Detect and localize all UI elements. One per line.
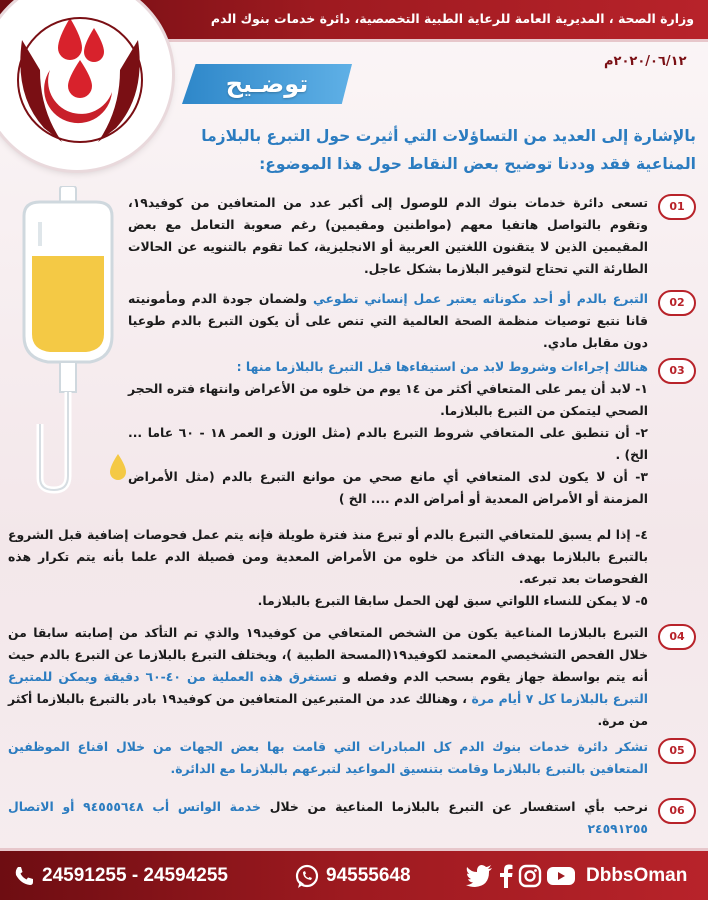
- whatsapp-icon: [294, 864, 320, 890]
- facebook-icon[interactable]: [498, 864, 514, 888]
- item-text-rest: ولضمان جودة الدم ومأمونيته قانا نتبع توصيات منظمة الصحة العالمية التي تنص على أن يكون التبرع بالدم طوعيا دون مقابل مادي.: [128, 291, 648, 350]
- item-text-part1: التبرع بالبلازما المناعية يكون من الشخص المتعافي من كوفيد١٩ والذي تم التأكد من إصابته سابقا من خلال الفحص التشخيصي المعتمد لكوفيد١٩(المسحة الطبية )، ويختلف التبرع بالبلازما عن التبرع بالدم حيث أنه يتم بواسطة جهاز يقوم بسحب الدم وفصله و: [8, 625, 648, 684]
- list-item: [6, 288, 696, 350]
- item-highlight: تستغرق هذه العملية من ٤٠-٦٠ دقيقة ويمكن للمتبرع التبرع بالبلازما كل ٧ أيام مرة: [8, 669, 648, 706]
- footer-handle: DbbsOman: [586, 865, 688, 886]
- item-body: [128, 356, 648, 510]
- logo: [0, 0, 172, 170]
- footer-phones: 24591255 - 24594255: [42, 865, 228, 886]
- item-body-wide: [8, 524, 648, 612]
- item-text-part2: ، وهنالك عدد من المتبرعين المتعافين من كوفيد١٩ بادر بالتبرع بالبلازما أكثر من مرة.: [8, 691, 648, 728]
- item-text: [128, 288, 648, 354]
- item-number-badge: 05: [658, 738, 696, 764]
- list-item: [6, 356, 696, 616]
- list-item: [6, 622, 696, 732]
- item-number-badge: 03: [658, 358, 696, 384]
- page-title: توضـيح: [225, 70, 309, 98]
- item-number-badge: 01: [658, 194, 696, 220]
- item-text-part1: نرحب بأي استفسار عن التبرع بالبلازما المناعية من خلال: [260, 799, 648, 814]
- item-number-badge: 04: [658, 624, 696, 650]
- condition-4: ٤- إذا لم يسبق للمتعافي التبرع بالدم أو تبرع منذ فترة طويلة فإنه يتم عمل فحوصات إضافية قبل الشروع بالتبرع بالبلازما بهدف التأكد من خلوه من الأمراض المعدية ومن فصيلة الدم علما بأنه يتم تكرار هذه الفحوصات بعد تبرعه.: [8, 527, 648, 586]
- list-item: [6, 192, 696, 282]
- instagram-icon[interactable]: [518, 864, 542, 888]
- youtube-icon[interactable]: [546, 864, 576, 888]
- footer: [0, 848, 708, 900]
- condition-5: ٥- لا يمكن للنساء اللواتي سبق لهن الحمل سابقا التبرع بالبلازما.: [257, 593, 648, 608]
- item-text: تسعى دائرة خدمات بنوك الدم للوصول إلى أكبر عدد من المتعافين من كوفيد١٩، وتقوم بالتواصل هاتفيا معهم (مواطنين ومقيمين) رغم صعوبة التعامل مع بعض المقيمين الذين لا يتقنون اللغتين العربية أو الانجليزية، كما تقوم بالتنويه عن الحالات الطارئة التي تحتاج لتوفير البلازما بشكل عاجل.: [128, 195, 648, 276]
- list-item: [6, 736, 696, 784]
- item-highlight: هنالك إجراءات وشروط لابد من استيفاءها قبل التبرع بالبلازما منها :: [236, 359, 648, 374]
- blood-bank-logo-icon: [0, 0, 160, 160]
- date: ٢٠٢٠/٠٦/١٢م: [604, 54, 687, 69]
- twitter-icon[interactable]: [466, 864, 494, 888]
- item-number-badge: 02: [658, 290, 696, 316]
- item-highlight: تشكر دائرة خدمات بنوك الدم كل المبادرات التي قامت بها بعض الجهات من خلال اقناع الموظفين المتعافين بالتبرع بالبلازما وقامت بتنسيق المواعيد لتبرعهم بالبلازما مع الدائرة.: [8, 739, 648, 776]
- item-number-badge: 06: [658, 798, 696, 824]
- phone-icon: [12, 864, 36, 888]
- list-item: [6, 796, 696, 836]
- item-text: [8, 622, 648, 732]
- condition-2: ٢- أن تنطبق على المتعافي شروط التبرع بالدم (مثل الوزن و العمر ١٨ - ٦٠ عاما ... الخ) .: [128, 425, 648, 462]
- item-highlight: خدمة الواتس أب ٩٤٥٥٥٦٤٨ أو الاتصال ٢٤٥٩١٢٥٥: [8, 799, 648, 836]
- item-highlight: التبرع بالدم أو أحد مكوناته يعتبر عمل إنساني تطوعي: [312, 291, 648, 306]
- condition-3: ٣- أن لا يكون لدى المتعافي أي مانع صحي من موانع التبرع بالدم (مثل الأمراض المزمنة أو الأمراض المعدية أو أمراض الدم .... الخ ): [128, 469, 648, 506]
- intro-text: بالإشارة إلى العديد من التساؤلات التي أثيرت حول التبرع بالبلازما المناعية فقد وددنا توضيح بعض النقاط حول هذا الموضوع:: [201, 127, 696, 173]
- footer-whatsapp: 94555648: [326, 865, 411, 886]
- header-ministry-text: وزارة الصحة ، المديرية العامة للرعاية الطبية التخصصية، دائرة خدمات بنوك الدم: [210, 11, 694, 26]
- condition-1: ١- لابد أن يمر على المتعافي أكثر من ١٤ يوم من خلوه من الأعراض وانتهاء فتره الحجر الصحي ليتمكن من التبرع بالبلازما.: [128, 381, 648, 418]
- item-text: [8, 796, 648, 840]
